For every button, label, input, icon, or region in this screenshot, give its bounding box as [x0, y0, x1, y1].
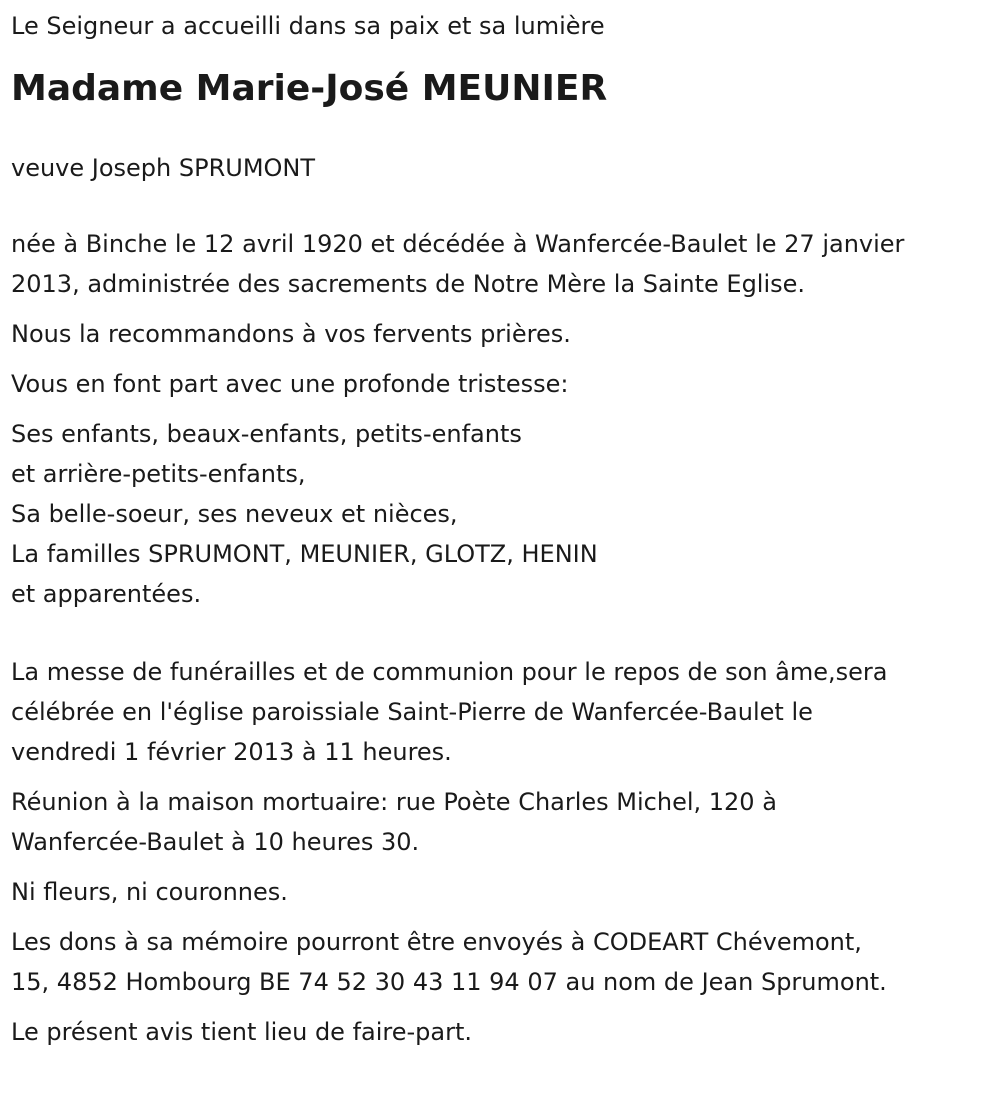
mass-line: vendredi 1 février 2013 à 11 heures. [11, 738, 452, 766]
family-line: et apparentées. [11, 580, 202, 608]
widow-text: veuve Joseph SPRUMONT [11, 154, 316, 182]
mass-paragraph [11, 652, 989, 772]
family-line: et arrière-petits-enfants, [11, 460, 306, 488]
intro-text: Le Seigneur a accueilli dans sa paix et sa lumière [11, 12, 605, 40]
birth-line: née à Binche le 12 avril 1920 et décédée à Wanfercée-Baulet le 27 janvier [11, 230, 905, 258]
donations-line: 15, 4852 Hombourg BE 74 52 30 43 11 94 07 au nom de Jean Sprumont. [11, 968, 887, 996]
meeting-line: Réunion à la maison mortuaire: rue Poète Charles Michel, 120 à [11, 788, 777, 816]
family-line: Sa belle-soeur, ses neveux et nièces, [11, 500, 458, 528]
flowers-text: Ni fleurs, ni couronnes. [11, 878, 288, 906]
recommend-text: Nous la recommandons à vos fervents prières. [11, 320, 571, 348]
family-line: Ses enfants, beaux-enfants, petits-enfants [11, 420, 522, 448]
closing-text: Le présent avis tient lieu de faire-part. [11, 1018, 473, 1046]
meeting-paragraph [11, 782, 989, 862]
donations-paragraph [11, 922, 989, 1002]
family-line: La familles SPRUMONT, MEUNIER, GLOTZ, HENIN [11, 540, 598, 568]
mass-line: La messe de funérailles et de communion pour le repos de son âme,sera [11, 658, 888, 686]
deceased-name: Madame Marie-José MEUNIER [11, 68, 608, 109]
meeting-line: Wanfercée-Baulet à 10 heures 30. [11, 828, 420, 856]
donations-line: Les dons à sa mémoire pourront être envoyés à CODEART Chévemont, [11, 928, 862, 956]
announce-text: Vous en font part avec une profonde tristesse: [11, 370, 569, 398]
family-list [11, 414, 989, 614]
birth-line: 2013, administrée des sacrements de Notre Mère la Sainte Eglise. [11, 270, 806, 298]
mass-line: célébrée en l'église paroissiale Saint-Pierre de Wanfercée-Baulet le [11, 698, 813, 726]
birth-death-paragraph [11, 224, 989, 304]
